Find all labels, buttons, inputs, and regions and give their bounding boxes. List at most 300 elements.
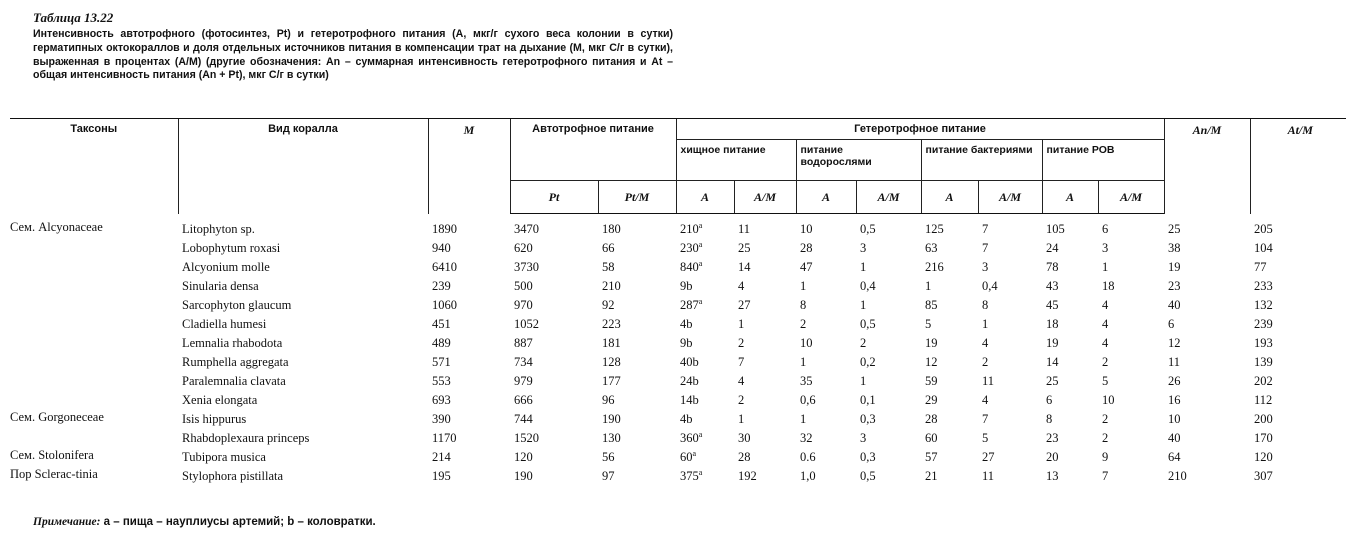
taxon-cell (10, 353, 178, 372)
dom-a-cell (1042, 353, 1098, 372)
bac-am-cell-value: 7 (982, 222, 989, 236)
dom-am-cell-value: 4 (1102, 298, 1109, 312)
pred-a-cell (676, 214, 734, 240)
dom-am-cell-value: 2 (1102, 412, 1109, 426)
pt-cell (510, 467, 598, 486)
an-m-cell-value: 6 (1168, 317, 1175, 331)
pred-am-cell (734, 410, 796, 429)
pred-a-cell-value: 230 (680, 241, 699, 256)
bac-a-cell-value: 21 (925, 469, 938, 483)
bac-a-cell (921, 258, 978, 277)
an-m-cell-value: 12 (1168, 336, 1181, 350)
col-header-heterotrophic: Гетеротрофное питание (676, 119, 1164, 140)
alg-a-cell (796, 467, 856, 486)
taxon-cell (10, 467, 178, 486)
pt-m-cell-value: 92 (602, 298, 615, 312)
alg-a-cell (796, 353, 856, 372)
at-m-cell (1250, 277, 1346, 296)
table-row (10, 467, 1346, 486)
species-cell-value: Litophyton sp. (182, 221, 255, 236)
pred-a-cell (676, 448, 734, 467)
bac-a-cell (921, 429, 978, 448)
pred-a-cell (676, 296, 734, 315)
an-m-cell-value: 40 (1168, 298, 1181, 312)
bac-am-cell (978, 353, 1042, 372)
pt-m-cell-value: 130 (602, 431, 621, 445)
dom-am-cell-value: 4 (1102, 336, 1109, 350)
m-cell (428, 296, 510, 315)
bac-am-cell (978, 258, 1042, 277)
pt-cell-value: 3470 (514, 222, 539, 236)
pt-m-cell (598, 277, 676, 296)
alg-am-cell (856, 467, 921, 486)
pt-m-cell (598, 353, 676, 372)
dom-am-cell-value: 3 (1102, 241, 1109, 255)
footnote-marker: a (698, 259, 703, 269)
an-m-cell-value: 64 (1168, 450, 1181, 464)
species-cell-value: Rhabdoplexaura princeps (182, 431, 310, 445)
an-m-cell-value: 38 (1168, 241, 1181, 255)
species-cell-value: Isis hippurus (182, 412, 247, 426)
alg-a-cell (796, 315, 856, 334)
pred-a-cell-value: 9b (680, 336, 693, 351)
an-m-cell (1164, 214, 1250, 240)
an-m-cell (1164, 372, 1250, 391)
bac-a-cell (921, 448, 978, 467)
dom-a-cell (1042, 410, 1098, 429)
dom-a-cell (1042, 296, 1098, 315)
dom-am-cell-value: 5 (1102, 374, 1109, 388)
dom-am-cell (1098, 258, 1164, 277)
m-cell-value: 239 (432, 279, 451, 293)
an-m-cell-value: 11 (1168, 355, 1181, 369)
dom-am-cell (1098, 353, 1164, 372)
alg-am-cell (856, 372, 921, 391)
at-m-cell (1250, 258, 1346, 277)
bac-am-cell (978, 296, 1042, 315)
m-cell (428, 353, 510, 372)
pred-am-cell-value: 14 (738, 260, 751, 274)
pred-am-cell (734, 391, 796, 410)
pred-a-cell-value: 60 (680, 450, 693, 465)
bac-a-cell-value: 125 (925, 222, 944, 236)
pt-cell-value: 1520 (514, 431, 539, 445)
bac-a-cell (921, 353, 978, 372)
alg-a-cell (796, 429, 856, 448)
dom-a-cell-value: 14 (1046, 355, 1059, 369)
species-cell (178, 429, 428, 448)
species-cell (178, 334, 428, 353)
pred-am-cell (734, 296, 796, 315)
alg-a-cell (796, 334, 856, 353)
alg-am-cell-value: 0,5 (860, 222, 876, 236)
alg-am-cell (856, 239, 921, 258)
pred-am-cell-value: 2 (738, 393, 745, 407)
dom-am-cell (1098, 315, 1164, 334)
dom-am-cell (1098, 467, 1164, 486)
an-m-cell-value: 25 (1168, 221, 1181, 236)
an-m-cell (1164, 239, 1250, 258)
table-description: Интенсивность автотрофного (фотосинтез, Pt) и гетеротрофного питания (A, мкг/г сухого веса колонии в сутки) герматипных октокораллов и доля отдельных источников питания в компенсации трат на дыхание (M, мкг С/г в сутки), выраженная в процентах (A/M) (другие обозначения: An – суммарная интенсивность гетеротрофного питания и At – общая интенсивность питания (An + Pt), мкг С/г в сутки) (33, 28, 673, 82)
alg-am-cell (856, 353, 921, 372)
an-m-cell (1164, 277, 1250, 296)
alg-am-cell (856, 334, 921, 353)
col-header-autotrophic: Автотрофное питание (510, 119, 676, 181)
species-cell (178, 448, 428, 467)
alg-am-cell-value: 1 (860, 374, 867, 388)
pt-cell (510, 429, 598, 448)
pred-a-cell (676, 258, 734, 277)
pred-am-cell (734, 467, 796, 486)
subheader-bacteria: питание бактериями (921, 140, 1042, 181)
pred-a-cell-value: 375 (680, 469, 699, 484)
an-m-cell-value: 16 (1168, 393, 1181, 407)
pred-am-cell (734, 258, 796, 277)
taxon-cell (10, 429, 178, 448)
pred-am-cell-value: 4 (738, 279, 745, 293)
pred-a-cell (676, 429, 734, 448)
m-cell-value: 940 (432, 241, 451, 255)
pt-cell (510, 214, 598, 240)
pt-cell (510, 391, 598, 410)
col-header-species: Вид коралла (178, 119, 428, 214)
pt-cell-value: 3730 (514, 260, 539, 274)
alg-am-cell-value: 0,3 (860, 450, 876, 464)
at-m-cell-value: 132 (1254, 298, 1273, 312)
m-cell (428, 239, 510, 258)
taxon-cell (10, 410, 178, 429)
an-m-cell (1164, 467, 1250, 486)
pt-cell (510, 448, 598, 467)
an-m-cell (1164, 258, 1250, 277)
pt-m-cell (598, 448, 676, 467)
dom-am-cell-value: 4 (1102, 317, 1109, 331)
dom-a-cell-value: 105 (1046, 222, 1065, 236)
an-m-cell-value: 10 (1168, 412, 1181, 426)
alg-am-cell-value: 0,4 (860, 279, 876, 293)
data-table (10, 118, 1346, 486)
pred-a-cell-value: 210 (680, 222, 699, 237)
alg-a-cell (796, 448, 856, 467)
taxon-cell (10, 448, 178, 467)
bac-am-cell (978, 334, 1042, 353)
pred-a-cell-value: 287 (680, 298, 699, 313)
pred-a-cell (676, 239, 734, 258)
m-cell-value: 1170 (432, 431, 457, 445)
at-m-cell (1250, 391, 1346, 410)
pt-m-cell-value: 177 (602, 374, 621, 388)
pt-m-cell-value: 190 (602, 412, 621, 426)
species-cell-value: Stylophora pistillata (182, 469, 284, 483)
subheader-pred-a: A (676, 181, 734, 214)
pt-m-cell-value: 181 (602, 336, 621, 350)
alg-am-cell (856, 448, 921, 467)
dom-a-cell-value: 19 (1046, 336, 1059, 350)
an-m-cell (1164, 296, 1250, 315)
species-cell-value: Cladiella humesi (182, 317, 267, 331)
pt-m-cell-value: 180 (602, 222, 621, 236)
alg-am-cell-value: 0,5 (860, 469, 876, 483)
table-row (10, 353, 1346, 372)
bac-am-cell-value: 5 (982, 431, 989, 445)
pt-cell (510, 296, 598, 315)
pt-cell (510, 353, 598, 372)
pred-am-cell-value: 28 (738, 450, 751, 464)
pred-am-cell (734, 429, 796, 448)
taxon-cell (10, 214, 178, 240)
bac-a-cell (921, 315, 978, 334)
pt-m-cell-value: 58 (602, 260, 615, 274)
alg-a-cell-value: 1,0 (800, 469, 816, 483)
taxon-cell (10, 296, 178, 315)
m-cell (428, 214, 510, 240)
dom-a-cell-value: 6 (1046, 393, 1053, 407)
dom-a-cell (1042, 429, 1098, 448)
col-header-at-m: At/M (1250, 119, 1346, 214)
pred-am-cell-value: 1 (738, 317, 745, 331)
taxon-cell (10, 315, 178, 334)
at-m-cell (1250, 296, 1346, 315)
alg-a-cell-value: 1 (800, 279, 807, 293)
an-m-cell-value: 210 (1168, 469, 1187, 483)
at-m-cell-value: 170 (1254, 431, 1273, 445)
alg-a-cell-value: 10 (800, 336, 813, 350)
dom-am-cell-value: 10 (1102, 393, 1115, 407)
pt-cell (510, 277, 598, 296)
subheader-alg-am: A/M (856, 181, 921, 214)
table-row (10, 277, 1346, 296)
bac-am-cell-value: 4 (982, 393, 989, 407)
m-cell (428, 391, 510, 410)
m-cell (428, 448, 510, 467)
at-m-cell (1250, 239, 1346, 258)
taxon-cell-value: Сем. Alcyonaceae (10, 219, 103, 234)
pred-a-cell-value: 360 (680, 431, 699, 446)
at-m-cell-value: 202 (1254, 374, 1273, 388)
subheader-dom-a: A (1042, 181, 1098, 214)
subheader-algae: питание водорослями (796, 140, 921, 181)
alg-a-cell-value: 35 (800, 374, 813, 388)
pred-am-cell-value: 30 (738, 431, 751, 445)
m-cell-value: 451 (432, 317, 451, 331)
dom-am-cell (1098, 372, 1164, 391)
pt-cell-value: 500 (514, 279, 533, 293)
bac-am-cell-value: 1 (982, 317, 989, 331)
taxon-cell (10, 277, 178, 296)
dom-a-cell-value: 43 (1046, 279, 1059, 293)
bac-a-cell (921, 239, 978, 258)
m-cell (428, 258, 510, 277)
dom-a-cell-value: 8 (1046, 412, 1053, 426)
taxon-cell (10, 258, 178, 277)
pred-am-cell-value: 192 (738, 469, 757, 483)
an-m-cell (1164, 429, 1250, 448)
dom-am-cell (1098, 334, 1164, 353)
pt-m-cell (598, 315, 676, 334)
table-title: Таблица 13.22 (33, 10, 114, 25)
bac-am-cell (978, 467, 1042, 486)
dom-am-cell-value: 9 (1102, 450, 1109, 464)
pt-m-cell (598, 372, 676, 391)
dom-a-cell (1042, 334, 1098, 353)
species-cell (178, 315, 428, 334)
m-cell-value: 195 (432, 469, 451, 483)
pt-cell (510, 410, 598, 429)
bac-a-cell-value: 5 (925, 317, 932, 331)
m-cell (428, 334, 510, 353)
pred-a-cell (676, 410, 734, 429)
m-cell-value: 1890 (432, 221, 457, 236)
species-cell (178, 391, 428, 410)
taxon-cell (10, 239, 178, 258)
at-m-cell-value: 112 (1254, 393, 1273, 407)
alg-a-cell (796, 239, 856, 258)
bac-a-cell-value: 12 (925, 355, 938, 369)
m-cell (428, 277, 510, 296)
dom-a-cell (1042, 277, 1098, 296)
dom-am-cell (1098, 448, 1164, 467)
table-row (10, 334, 1346, 353)
m-cell (428, 467, 510, 486)
taxon-cell (10, 334, 178, 353)
alg-a-cell (796, 410, 856, 429)
table-row (10, 315, 1346, 334)
pred-a-cell (676, 467, 734, 486)
species-cell (178, 258, 428, 277)
bac-am-cell (978, 277, 1042, 296)
dom-am-cell-value: 1 (1102, 260, 1109, 274)
table-row (10, 296, 1346, 315)
pred-a-cell-value: 14b (680, 393, 699, 408)
pred-am-cell (734, 372, 796, 391)
alg-am-cell-value: 3 (860, 431, 867, 445)
alg-a-cell-value: 47 (800, 260, 813, 274)
pred-a-cell (676, 353, 734, 372)
pt-cell-value: 120 (514, 450, 533, 464)
footnote-marker: a (692, 449, 697, 459)
dom-a-cell-value: 18 (1046, 317, 1059, 331)
pt-cell-value: 666 (514, 393, 533, 407)
pred-am-cell-value: 1 (738, 412, 745, 426)
taxon-cell-value: Сем. Gorgoneceae (10, 410, 104, 424)
pred-am-cell-value: 11 (738, 222, 751, 236)
pred-a-cell (676, 277, 734, 296)
alg-a-cell (796, 214, 856, 240)
pt-m-cell (598, 239, 676, 258)
subheader-bac-a: A (921, 181, 978, 214)
at-m-cell-value: 139 (1254, 355, 1273, 369)
table-row (10, 410, 1346, 429)
dom-a-cell (1042, 372, 1098, 391)
bac-a-cell-value: 63 (925, 241, 938, 255)
alg-am-cell (856, 258, 921, 277)
pred-a-cell-value: 24b (680, 374, 699, 389)
pt-cell (510, 372, 598, 391)
bac-a-cell-value: 1 (925, 279, 932, 293)
pt-m-cell-value: 128 (602, 355, 621, 369)
bac-a-cell (921, 467, 978, 486)
species-cell (178, 353, 428, 372)
dom-a-cell-value: 23 (1046, 431, 1059, 445)
alg-am-cell-value: 0,1 (860, 393, 876, 407)
pt-cell-value: 970 (514, 298, 533, 312)
bac-am-cell (978, 448, 1042, 467)
dom-a-cell-value: 20 (1046, 450, 1059, 464)
bac-a-cell (921, 410, 978, 429)
dom-a-cell-value: 78 (1046, 260, 1059, 274)
alg-a-cell-value: 8 (800, 298, 807, 312)
an-m-cell (1164, 353, 1250, 372)
alg-am-cell (856, 391, 921, 410)
alg-am-cell (856, 277, 921, 296)
at-m-cell-value: 193 (1254, 336, 1273, 350)
dom-am-cell (1098, 391, 1164, 410)
dom-am-cell-value: 6 (1102, 222, 1109, 236)
species-cell (178, 214, 428, 240)
bac-a-cell-value: 59 (925, 374, 938, 388)
pt-m-cell (598, 410, 676, 429)
bac-am-cell (978, 429, 1042, 448)
species-cell (178, 277, 428, 296)
at-m-cell-value: 120 (1254, 450, 1273, 464)
bac-am-cell (978, 410, 1042, 429)
m-cell (428, 372, 510, 391)
footnote-marker: a (698, 221, 703, 231)
dom-a-cell (1042, 214, 1098, 240)
an-m-cell-value: 19 (1168, 260, 1181, 274)
dom-a-cell (1042, 467, 1098, 486)
alg-a-cell-value: 0.6 (800, 450, 816, 464)
m-cell-value: 6410 (432, 260, 457, 274)
dom-am-cell (1098, 410, 1164, 429)
alg-am-cell (856, 296, 921, 315)
alg-a-cell-value: 32 (800, 431, 813, 445)
alg-am-cell (856, 429, 921, 448)
dom-am-cell (1098, 277, 1164, 296)
alg-a-cell (796, 296, 856, 315)
alg-a-cell-value: 1 (800, 412, 807, 426)
bac-am-cell (978, 239, 1042, 258)
species-cell-value: Sarcophyton glaucum (182, 298, 292, 312)
at-m-cell-value: 104 (1254, 241, 1273, 255)
bac-a-cell (921, 296, 978, 315)
m-cell (428, 410, 510, 429)
at-m-cell (1250, 467, 1346, 486)
at-m-cell (1250, 448, 1346, 467)
subheader-alg-a: A (796, 181, 856, 214)
pt-m-cell (598, 258, 676, 277)
pred-a-cell-value: 840 (680, 260, 699, 275)
subheader-dom-am: A/M (1098, 181, 1164, 214)
pt-cell (510, 334, 598, 353)
alg-am-cell (856, 410, 921, 429)
bac-am-cell-value: 27 (982, 450, 995, 464)
bac-a-cell (921, 334, 978, 353)
bac-am-cell (978, 391, 1042, 410)
bac-a-cell-value: 60 (925, 431, 938, 445)
at-m-cell (1250, 429, 1346, 448)
col-header-m: M (428, 119, 510, 214)
species-cell-value: Sinularia densa (182, 279, 259, 293)
an-m-cell (1164, 315, 1250, 334)
subheader-dom: питание РОВ (1042, 140, 1164, 181)
alg-a-cell-value: 10 (800, 222, 813, 236)
bac-am-cell-value: 7 (982, 412, 989, 426)
bac-a-cell-value: 19 (925, 336, 938, 350)
alg-am-cell-value: 3 (860, 241, 867, 255)
bac-am-cell-value: 7 (982, 241, 989, 255)
alg-am-cell-value: 0,3 (860, 412, 876, 426)
